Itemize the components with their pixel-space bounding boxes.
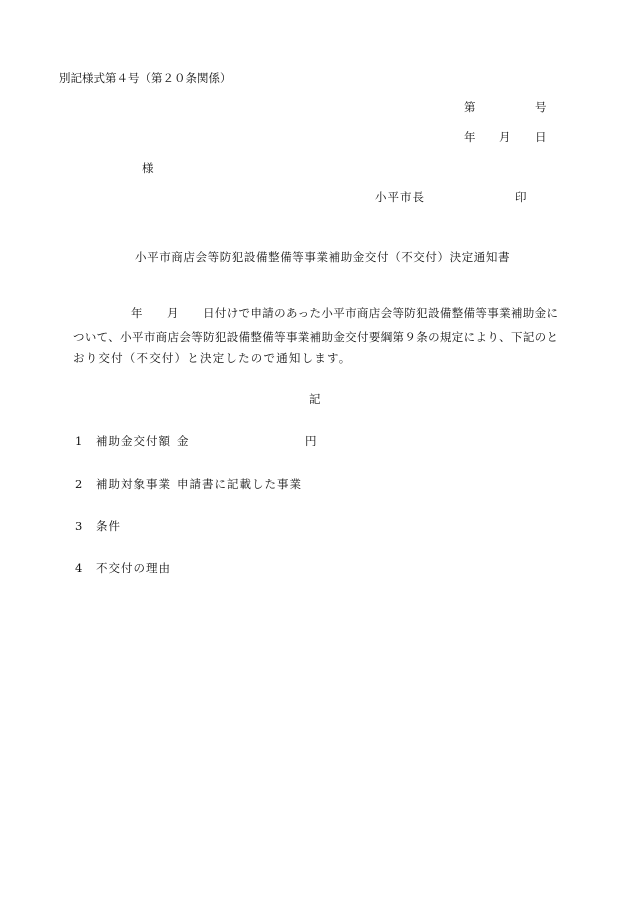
item-number: 2 [75, 477, 83, 491]
seal-mark: 印 [515, 190, 527, 204]
item-value: 申請書に記載した事業 [177, 477, 302, 491]
date-month: 月 [499, 130, 511, 144]
item-value: 金 [177, 434, 189, 448]
body-year: 年 [131, 306, 143, 320]
item-label: 補助対象事業 [96, 477, 171, 491]
item-label: 条件 [96, 519, 121, 533]
body-line-2: ついて、小平市商店会等防犯設備整備等事業補助金交付要綱第９条の規定により、下記のと [73, 330, 558, 344]
item-number: 3 [75, 519, 83, 533]
body-line-1: 日付けで申請のあった小平市商店会等防犯設備整備等事業補助金に [203, 306, 558, 320]
form-label: 別記様式第４号（第２０条関係） [59, 71, 232, 85]
item-number: 1 [75, 434, 83, 448]
item-unit: 円 [305, 434, 317, 448]
item-label: 補助金交付額 [96, 434, 171, 448]
body-line-3: おり交付（不交付）と決定したので通知します。 [73, 351, 352, 365]
body-month: 月 [167, 306, 179, 320]
date-year: 年 [464, 130, 476, 144]
date-day: 日 [535, 130, 547, 144]
document-title: 小平市商店会等防犯設備整備等事業補助金交付（不交付）決定通知書 [135, 250, 511, 264]
item-label: 不交付の理由 [96, 561, 171, 575]
ki-heading: 記 [309, 392, 321, 406]
issuer-name: 小平市長 [375, 190, 425, 204]
number-suffix: 号 [535, 100, 547, 114]
number-prefix: 第 [464, 100, 476, 114]
addressee-suffix: 様 [142, 161, 154, 175]
item-number: 4 [75, 561, 83, 575]
